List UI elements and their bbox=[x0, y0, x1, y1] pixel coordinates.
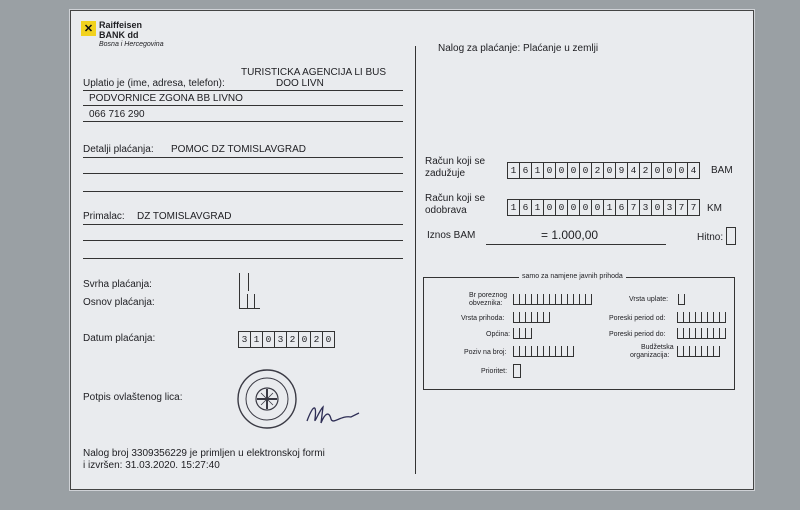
payer-line-3 bbox=[83, 121, 403, 122]
payer-address[interactable]: PODVORNICE ZGONA BB LIVNO bbox=[89, 93, 243, 104]
revenue-type-field[interactable] bbox=[513, 312, 550, 323]
tax-id-label-2: obveznika: bbox=[469, 300, 503, 307]
account-digit: 0 bbox=[556, 199, 568, 216]
form-title: Nalog za plaćanje: Plaćanje u zemlji bbox=[438, 43, 599, 54]
recipient-line-2 bbox=[83, 240, 403, 241]
account-digit: 7 bbox=[688, 199, 700, 216]
details-line-3 bbox=[83, 191, 403, 192]
amount-label: Iznos BAM bbox=[427, 230, 476, 241]
account-digit: 1 bbox=[507, 162, 520, 179]
date-digit: 0 bbox=[323, 331, 335, 348]
account-digit: 0 bbox=[544, 199, 556, 216]
debit-currency: BAM bbox=[711, 165, 733, 176]
account-digit: 0 bbox=[544, 162, 556, 179]
details-value[interactable]: POMOC DZ TOMISLAVGRAD bbox=[171, 144, 307, 155]
date-digit: 0 bbox=[299, 331, 311, 348]
account-digit: 4 bbox=[628, 162, 640, 179]
bank-name-suffix: BANK dd bbox=[99, 30, 139, 40]
recipient-line-1 bbox=[83, 224, 403, 225]
payment-order-form bbox=[70, 10, 754, 490]
details-line-2 bbox=[83, 173, 403, 174]
account-digit: 1 bbox=[532, 162, 544, 179]
account-digit: 2 bbox=[640, 162, 652, 179]
period-to-field[interactable] bbox=[677, 328, 726, 339]
tax-id-label: Br poreznog bbox=[469, 292, 508, 299]
budget-label-2: organizacija: bbox=[630, 352, 670, 359]
account-digit: 0 bbox=[652, 162, 664, 179]
amount-value[interactable]: = 1.000,00 bbox=[541, 228, 599, 242]
tax-id-field[interactable] bbox=[513, 294, 592, 305]
bank-country: Bosna i Hercegovina bbox=[99, 41, 164, 48]
bank-name: Raiffeisen bbox=[99, 20, 143, 30]
account-digit: 0 bbox=[580, 199, 592, 216]
account-digit: 1 bbox=[507, 199, 520, 216]
basis-label: Osnov plaćanja: bbox=[83, 297, 155, 308]
date-digit: 1 bbox=[251, 331, 263, 348]
account-digit: 0 bbox=[664, 162, 676, 179]
urgent-checkbox[interactable] bbox=[726, 227, 736, 245]
account-digit: 3 bbox=[640, 199, 652, 216]
purpose-label: Svrha plaćanja: bbox=[83, 279, 152, 290]
priority-field[interactable] bbox=[513, 364, 521, 378]
purpose-field[interactable] bbox=[239, 273, 249, 291]
account-digit: 0 bbox=[604, 162, 616, 179]
column-divider bbox=[415, 46, 416, 474]
date-label: Datum plaćanja: bbox=[83, 333, 156, 344]
footer-line-1: Nalog broj 3309356229 je primljen u elektronskoj formi bbox=[83, 448, 325, 459]
account-digit: 0 bbox=[556, 162, 568, 179]
debit-account-field[interactable] bbox=[507, 162, 700, 178]
account-digit: 0 bbox=[592, 199, 604, 216]
credit-account-label-2: odobrava bbox=[425, 205, 467, 216]
amount-line bbox=[486, 244, 666, 245]
account-digit: 7 bbox=[628, 199, 640, 216]
official-stamp-icon bbox=[233, 367, 305, 431]
account-digit: 3 bbox=[664, 199, 676, 216]
account-digit: 1 bbox=[532, 199, 544, 216]
budget-label: Budžetska bbox=[641, 344, 674, 351]
credit-account-label: Račun koji se bbox=[425, 193, 486, 204]
date-digit: 3 bbox=[238, 331, 251, 348]
account-digit: 0 bbox=[652, 199, 664, 216]
account-digit: 1 bbox=[604, 199, 616, 216]
revenue-type-label: Vrsta prihoda: bbox=[461, 315, 505, 322]
payer-name[interactable]: DOO LIVN bbox=[276, 78, 324, 89]
footer-line-2: i izvršen: 31.03.2020. 15:27:40 bbox=[83, 460, 220, 471]
account-digit: 0 bbox=[568, 162, 580, 179]
date-digit: 2 bbox=[287, 331, 299, 348]
payment-type-label: Vrsta uplate: bbox=[629, 296, 669, 303]
signature-scribble-icon bbox=[303, 399, 363, 429]
period-from-label: Poreski period od: bbox=[609, 315, 666, 322]
payer-name-prefix: TURISTICKA AGENCIJA LI BUS bbox=[241, 67, 387, 78]
details-label: Detalji plaćanja: bbox=[83, 144, 154, 155]
debit-account-label-2: zadužuje bbox=[425, 168, 466, 179]
period-from-field[interactable] bbox=[677, 312, 726, 323]
credit-currency: KM bbox=[707, 203, 722, 214]
date-digit: 2 bbox=[311, 331, 323, 348]
municipality-field[interactable] bbox=[513, 328, 532, 339]
account-digit: 9 bbox=[616, 162, 628, 179]
date-digit: 3 bbox=[275, 331, 287, 348]
account-digit: 4 bbox=[688, 162, 700, 179]
public-revenue-title: samo za namjene javnih prihoda bbox=[519, 273, 626, 281]
account-digit: 6 bbox=[520, 199, 532, 216]
account-digit: 0 bbox=[568, 199, 580, 216]
priority-label: Prioritet: bbox=[481, 368, 508, 375]
urgent-label: Hitno: bbox=[697, 232, 724, 243]
reference-label: Poziv na broj: bbox=[464, 349, 507, 356]
account-digit: 0 bbox=[580, 162, 592, 179]
account-digit: 2 bbox=[592, 162, 604, 179]
credit-account-field[interactable] bbox=[507, 199, 700, 215]
basis-field-divider bbox=[247, 294, 255, 308]
account-digit: 6 bbox=[616, 199, 628, 216]
date-field[interactable] bbox=[238, 331, 335, 347]
account-digit: 7 bbox=[676, 199, 688, 216]
recipient-line-3 bbox=[83, 258, 403, 259]
recipient-label: Primalac: bbox=[83, 211, 125, 222]
account-digit: 0 bbox=[676, 162, 688, 179]
debit-account-label: Račun koji se bbox=[425, 156, 486, 167]
budget-field[interactable] bbox=[677, 346, 720, 357]
payment-type-field[interactable] bbox=[678, 294, 685, 305]
payer-line-1 bbox=[83, 90, 403, 91]
details-line-1 bbox=[83, 157, 403, 158]
signature-label: Potpis ovlaštenog lica: bbox=[83, 392, 183, 403]
municipality-label: Općina: bbox=[486, 331, 511, 338]
recipient-value[interactable]: DZ TOMISLAVGRAD bbox=[137, 211, 232, 222]
payer-phone[interactable]: 066 716 290 bbox=[89, 109, 145, 120]
raiffeisen-logo-icon: ✕ bbox=[81, 21, 96, 36]
account-digit: 6 bbox=[520, 162, 532, 179]
payer-label: Uplatio je (ime, adresa, telefon): bbox=[83, 78, 225, 89]
period-to-label: Poreski period do: bbox=[609, 331, 666, 338]
payer-line-2 bbox=[83, 105, 403, 106]
date-digit: 0 bbox=[263, 331, 275, 348]
reference-field[interactable] bbox=[513, 346, 574, 357]
